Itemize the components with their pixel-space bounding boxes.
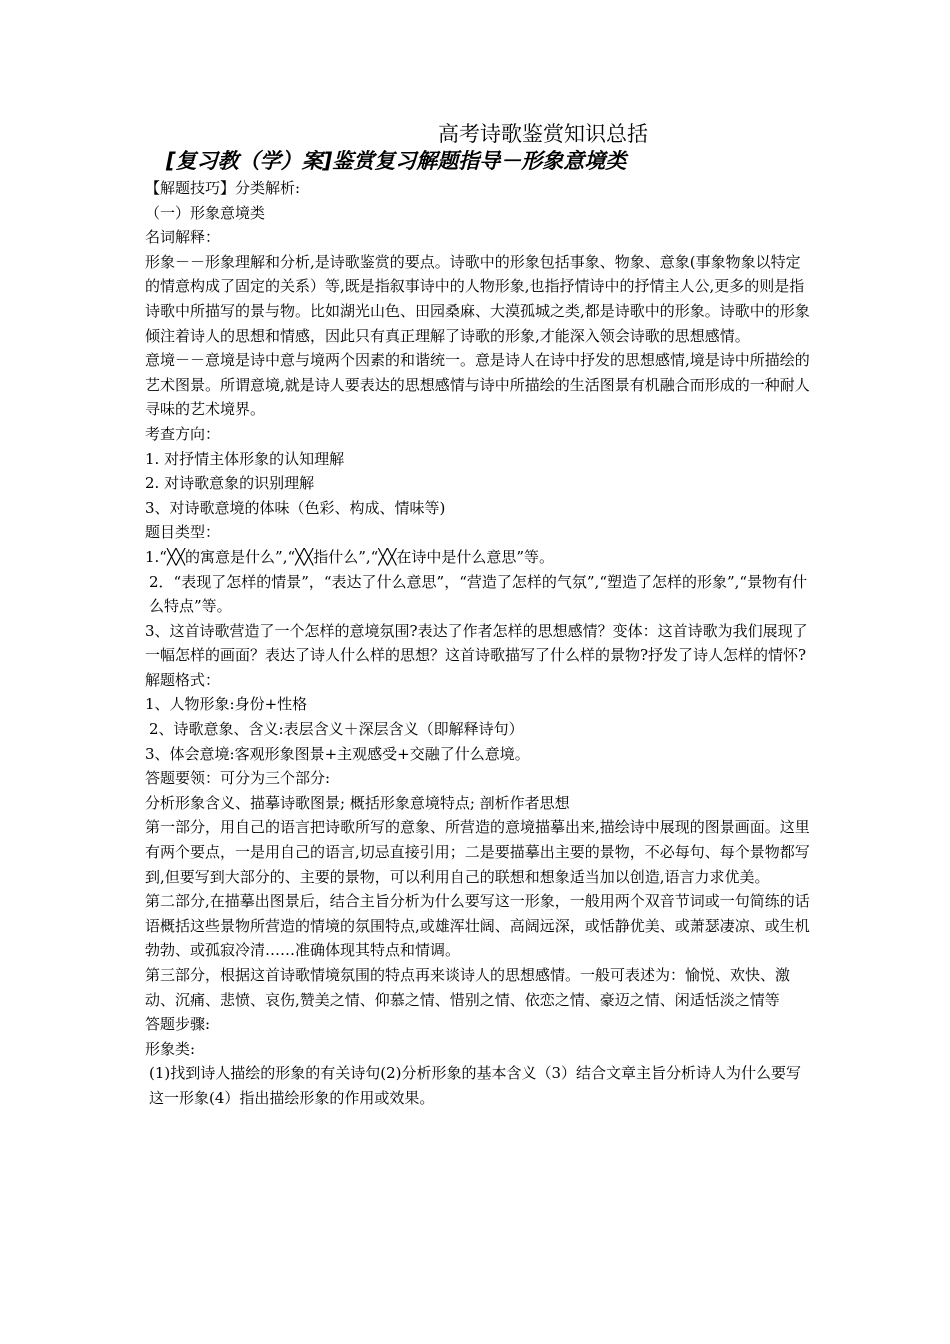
document-subtitle: [复习教（学）案]鉴赏复习解题指导－形象意境类 — [166, 149, 627, 173]
section-heading: 名词解释： — [145, 228, 221, 247]
list-item: 1、人物形象:身份+性格 — [145, 695, 308, 714]
paragraph: 第二部分,在描摹出图景后，结合主旨分析为什么要写这一形象，一般用两个双音节词或一句简练的话语概括这些景物所营造的情境的氛围特点,或雄浑壮阔、高阔远深，或恬静优美、或萧瑟凄凉、或生机勃勃、或孤寂冷清……准确体现其特点和情调。 — [145, 892, 810, 960]
document-title: 高考诗歌鉴赏知识总括 — [438, 122, 648, 146]
paragraph: 形象－－形象理解和分析,是诗歌鉴赏的要点。诗歌中的形象包括事象、物象、意象(事象物象以特定的情意构成了固定的关系）等,既是指叙事诗中的人物形象,也指抒情诗中的抒情主人公,更多的则是指诗歌中所描写的景与物。比如湖光山色、田园桑麻、大漠孤城之类,都是诗歌中的形象。诗歌中的形象倾注着诗人的思想和情感，因此只有真正理解了诗歌的形象,才能深入领会诗歌的思想感情。 — [145, 252, 810, 345]
document-body — [145, 176, 813, 1111]
paragraph: 第一部分，用自己的语言把诗歌所写的意象、所营造的意境描摹出来,描绘诗中展现的图景画面。这里有两个要点，一是用自己的语言,切忌直接引用；二是要描摹出主要的景物，不必每句、每个景物都写到,但要写到大部分的、主要的景物，可以利用自己的联想和想象适当加以创造,语言力求优美。 — [145, 818, 810, 886]
paragraph: 分析形象含义、描摹诗歌图景; 概括形象意境特点; 剖析作者思想 — [145, 793, 570, 812]
list-item: 2. 对诗歌意象的识别理解 — [145, 474, 315, 493]
list-item: 3、对诗歌意境的体味（色彩、构成、情味等) — [145, 498, 446, 517]
list-item: 1.“╳╳的寓意是什么”,“╳╳指什么”,“╳╳在诗中是什么意思”等。 — [145, 547, 555, 566]
list-item: 1. 对抒情主体形象的认知理解 — [145, 449, 345, 468]
section-heading: 答题步骤: — [145, 1015, 211, 1034]
list-item: 2、诗歌意象、含义:表层含义＋深层含义（即解释诗句） — [149, 720, 524, 739]
paragraph: 第三部分，根据这首诗歌情境氛围的特点再来谈诗人的思想感情。一般可表述为：愉悦、欢快、激动、沉痛、悲愤、哀伤,赞美之情、仰慕之情、惜别之情、依恋之情、豪迈之情、闲适恬淡之情等 — [145, 966, 791, 1009]
section-heading: （一）形象意境类 — [145, 203, 266, 222]
list-item: 3、体会意境:客观形象图景+主观感受+交融了什么意境。 — [145, 744, 530, 763]
list-item: 2．“表现了怎样的情景”，“表达了什么意思”，“营造了怎样的气氛”,“塑造了怎样的形象”,“景物有什么特点”等。 — [149, 572, 808, 616]
section-heading: 形象类: — [145, 1039, 196, 1058]
section-heading: 考查方向： — [145, 424, 221, 443]
section-heading: 解题格式： — [145, 670, 221, 689]
section-heading: 【解题技巧】分类解析: — [145, 179, 301, 197]
paragraph: (1)找到诗人描绘的形象的有关诗句(2)分析形象的基本含义（3）结合文章主旨分析诗人为什么要写这一形象(4）指出描绘形象的作用或效果。 — [149, 1064, 802, 1107]
list-item: 3、这首诗歌营造了一个怎样的意境氛围?表达了作者怎样的思想感情？变体：这首诗歌为我们展现了一幅怎样的画面？表达了诗人什么样的思想？这首诗歌描写了什么样的景物?抒发了诗人怎样的情怀? — [145, 621, 808, 665]
section-heading: 答题要领：可分为三个部分: — [145, 769, 331, 788]
paragraph: 意境－－意境是诗中意与境两个因素的和谐统一。意是诗人在诗中抒发的思想感情,境是诗中所描绘的艺术图景。所谓意境,就是诗人要表达的思想感情与诗中所描绘的生活图景有机融合而形成的一种耐人寻味的艺术境界。 — [145, 351, 810, 419]
section-heading: 题目类型： — [145, 523, 221, 542]
